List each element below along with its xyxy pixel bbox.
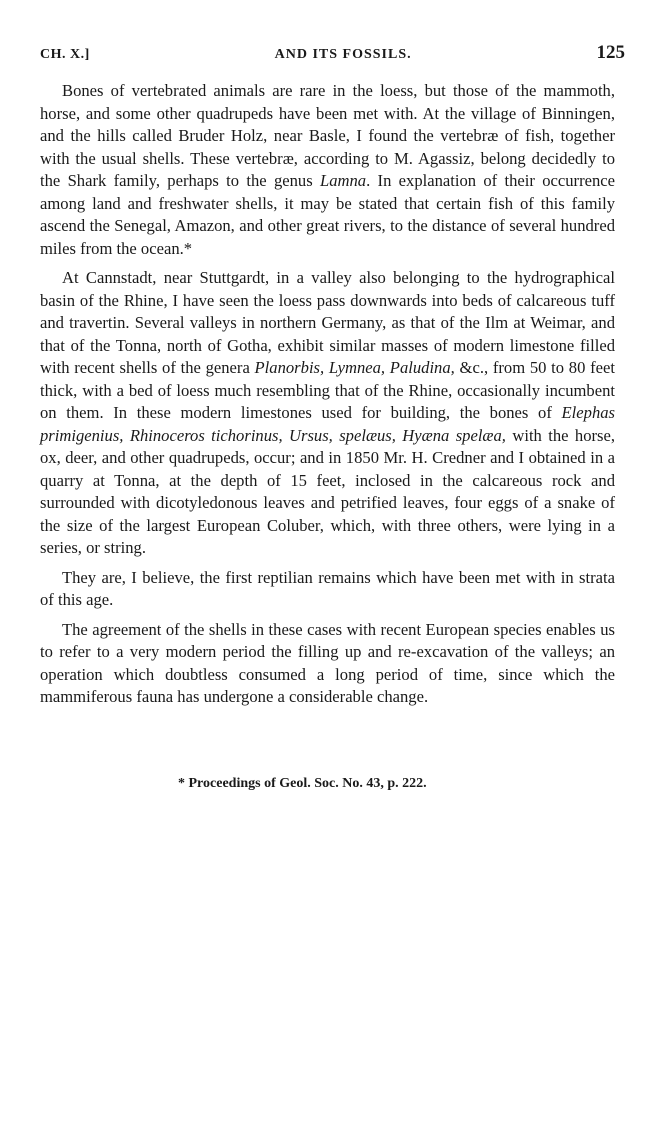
running-head bbox=[40, 42, 625, 68]
paragraph bbox=[40, 567, 615, 612]
text-run: with the horse, ox, deer, and other quadrupeds, occur; and in 1850 Mr. H. Credner and I obtained in a quarry at Tonna, at the depth of 15 feet, inclosed in the calcareous rock and surrounded with dicotyledonous leaves and petrified leaves, four eggs of a snake of the size of the largest European Coluber, which, with three others, were lying in a series, or string. bbox=[40, 425, 615, 557]
italic-text: Elephas primigenius, Rhinoceros tichorinus, Ursus, spelæus, Hyæna spelæa, bbox=[40, 403, 615, 445]
running-title: AND ITS FOSSILS. bbox=[274, 47, 412, 62]
paragraph bbox=[40, 267, 615, 560]
body-text bbox=[40, 80, 615, 716]
text-run: The agreement of the shells in these cases with recent European species enables us to refer to a very modern period the filling up and re-excavation of the valleys; an operation which doubtless consumed a long period of time, since which the mammiferous fauna has undergone a considerable change. bbox=[40, 619, 615, 706]
text-run: Bones of vertebrated animals are rare in the loess, but those of the mammoth, horse, and some other quadrupeds have been met with. At the village of Binningen, and the hills called Bruder Holz, near Basle, I found the vertebræ of fish, together with the usual shells. These vertebræ, according to M. Agassiz, belong decidedly to the Shark family, perhaps to the genus bbox=[40, 81, 615, 190]
paragraph bbox=[40, 619, 615, 709]
footnote: * Proceedings of Geol. Soc. No. 43, p. 222. bbox=[178, 776, 427, 791]
italic-text: Planorbis, Lymnea, Paludina, bbox=[254, 358, 455, 377]
chapter-reference: CH. X.] bbox=[40, 47, 90, 62]
text-run: They are, I believe, the first reptilian remains which have been met with in strata of this age. bbox=[40, 567, 615, 609]
text-run: At Cannstadt, near Stuttgardt, in a valley also belonging to the hydrographical basin of the Rhine, I have seen the loess pass downwards into beds of calcareous tuff and travertin. Several valleys in northern Germany, as that of the Ilm at Weimar, and that of the Tonna, north of Gotha, exhibit similar masses of modern limestone filled with recent shells of the genera bbox=[40, 268, 615, 377]
text-run: . In explanation of their occurrence among land and freshwater shells, it may be stated that certain fish of this family ascend the Senegal, Amazon, and other great rivers, to the distance of several hundred miles from the ocean.* bbox=[40, 171, 615, 258]
page-number: 125 bbox=[596, 42, 625, 63]
paragraph bbox=[40, 80, 615, 260]
italic-text: Lamna bbox=[319, 171, 367, 190]
text-run: &c., from 50 to 80 feet thick, with a bed of loess much resembling that of the Rhine, occasionally incumbent on them. In these modern limestones used for building, the bones of bbox=[40, 358, 615, 422]
